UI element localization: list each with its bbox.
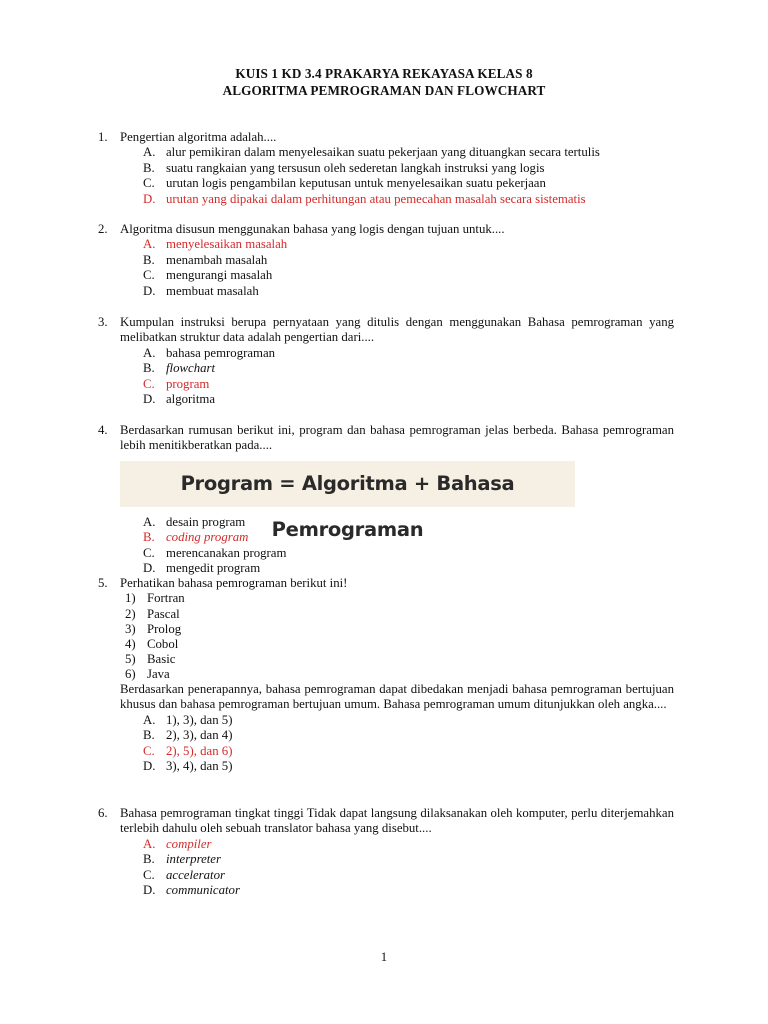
option-a: A. bahasa pemrograman: [143, 345, 276, 360]
option-c: C. accelerator: [143, 867, 225, 882]
option-a-correct-answer: A. compiler: [143, 836, 212, 851]
question-number: 2.: [98, 222, 108, 236]
list-item: 3) Prolog: [125, 621, 182, 636]
question-text: Kumpulan instruksi berupa pernyataan yang ditulis dengan menggunakan Bahasa pemrograman yang melibatkan struktur data adalah pengertian dari....: [120, 315, 674, 345]
question-number: 1.: [98, 130, 108, 144]
question-text: Pengertian algoritma adalah....: [120, 130, 277, 144]
list-item: 1) Fortran: [125, 591, 185, 606]
document-title-line2: ALGORITMA PEMROGRAMAN DAN FLOWCHART: [222, 83, 546, 98]
list-item: 6) Java: [125, 666, 170, 681]
question-4: [98, 423, 674, 576]
formula-banner: Program = Algoritma + Bahasa Pemrograman: [120, 461, 575, 507]
option-d-correct-answer: D. urutan yang dipakai dalam perhitungan atau pemecahan masalah secara sistematis: [143, 191, 586, 206]
option-c-correct-answer: C. 2), 5), dan 6): [143, 743, 233, 758]
option-d: D. communicator: [143, 882, 240, 897]
option-b: B. 2), 3), dan 4): [143, 728, 233, 743]
question-text: Perhatikan bahasa pemrograman berikut ini!: [120, 576, 348, 590]
option-c: C. merencanakan program: [143, 545, 287, 560]
question-text: Berdasarkan rumusan berikut ini, program dan bahasa pemrograman jelas berbeda. Bahasa pemrograman lebih menitikberatkan pada....: [120, 423, 674, 453]
question-number: 4.: [98, 423, 108, 437]
option-c: C. mengurangi masalah: [143, 268, 273, 283]
question-text-continued: Berdasarkan penerapannya, bahasa pemrograman dapat dibedakan menjadi bahasa pemrograman bertujuan khusus dan bahasa pemrograman bertujuan umum. Bahasa pemrograman umum ditunjukkan oleh angka....: [120, 681, 674, 712]
option-a: A. desain program: [143, 514, 246, 529]
list-item: 4) Cobol: [125, 636, 179, 651]
option-b: B. interpreter: [143, 852, 221, 867]
option-b: B. flowchart: [143, 361, 216, 376]
option-c-correct-answer: C. program: [143, 376, 210, 391]
option-b-correct-answer: B. coding program: [143, 530, 249, 545]
list-item: 5) Basic: [125, 651, 176, 666]
option-b: B. suatu rangkaian yang tersusun oleh sederetan langkah instruksi yang logis: [143, 160, 545, 175]
option-a: A. alur pemikiran dalam menyelesaikan suatu pekerjaan yang dituangkan secara tertulis: [143, 145, 600, 160]
option-a: A. 1), 3), dan 5): [143, 712, 233, 727]
question-number: 5.: [98, 576, 108, 590]
question-5: [98, 576, 674, 774]
question-text: Bahasa pemrograman tingkat tinggi Tidak dapat langsung dilaksanakan oleh komputer, perlu diterjemahkan terlebih dahulu oleh sebuah translator bahasa yang disebut....: [120, 806, 674, 836]
question-2: [98, 222, 674, 299]
option-d: D. mengedit program: [143, 560, 261, 575]
option-a-correct-answer: A. menyelesaikan masalah: [143, 237, 288, 252]
question-6: [98, 806, 674, 898]
list-item: 2) Pascal: [125, 606, 180, 621]
option-d: D. membuat masalah: [143, 283, 259, 298]
option-b: B. menambah masalah: [143, 252, 268, 267]
option-d: D. algoritma: [143, 391, 216, 406]
page-number: 1: [380, 950, 388, 964]
question-text: Algoritma disusun menggunakan bahasa yang logis dengan tujuan untuk....: [120, 222, 505, 236]
document-title-line1: KUIS 1 KD 3.4 PRAKARYA REKAYASA KELAS 8: [235, 66, 533, 81]
option-c: C. urutan logis pengambilan keputusan untuk menyelesaikan suatu pekerjaan: [143, 176, 546, 191]
question-3: [98, 315, 674, 407]
question-number: 6.: [98, 806, 108, 820]
question-number: 3.: [98, 315, 108, 329]
question-1: [98, 130, 674, 207]
option-d: D. 3), 4), dan 5): [143, 758, 233, 773]
